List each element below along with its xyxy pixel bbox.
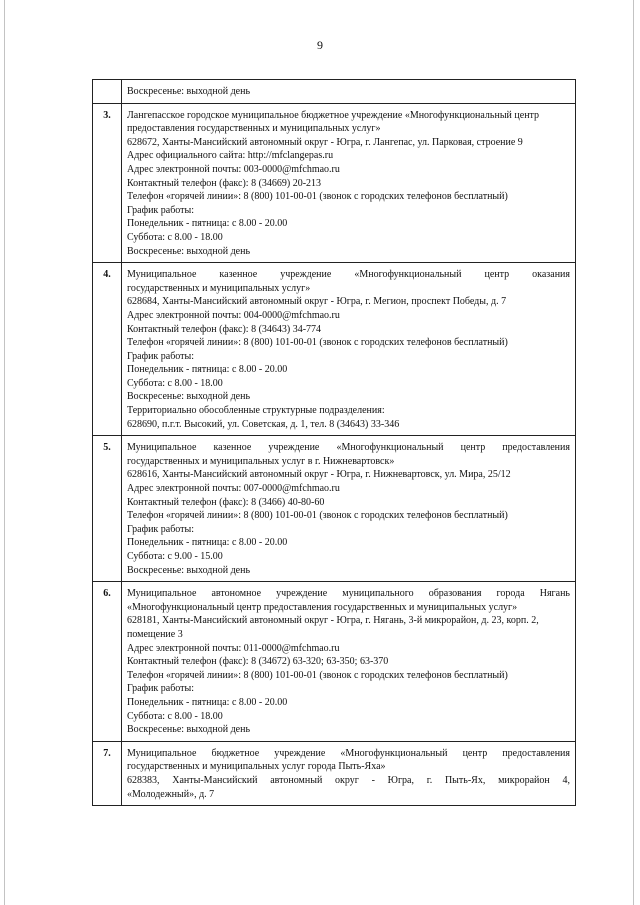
detail-line: Контактный телефон (факс): 8 (34672) 63-320; 63-350; 63-370 [127, 656, 389, 668]
detail-line: Суббота: с 9.00 - 15.00 [127, 551, 223, 562]
detail-line: Суббота: с 8.00 - 18.00 [127, 710, 223, 722]
row-number: 7. [93, 741, 122, 805]
detail-line: государственных и муниципальных услуг» [127, 282, 311, 294]
page-number: 9 [317, 38, 323, 52]
detail-line: Муниципальное казенное учреждение «Многофункциональный центр оказания [127, 269, 570, 281]
table-row [93, 103, 576, 263]
detail-line: Адрес электронной почты: 003-0000@mfchmao.ru [127, 163, 340, 175]
table-row [93, 741, 576, 805]
detail-line: государственных и муниципальных услуг в г. Нижневартовск» [127, 455, 395, 467]
detail-line: 628616, Ханты-Мансийский автономный округ - Югра, г. Нижневартовск, ул. Мира, 25/12 [127, 469, 511, 481]
table-row [93, 436, 576, 582]
detail-line: 628181, Ханты-Мансийский автономный округ - Югра, г. Нягань, 3-й микрорайон, д. 23, корп. 2, [127, 615, 539, 627]
detail-line: Воскресенье: выходной день [127, 86, 251, 97]
institutions-table [92, 79, 576, 806]
institution-details [122, 263, 576, 436]
detail-line: Контактный телефон (факс): 8 (34643) 34-774 [127, 323, 322, 335]
institution-details [122, 741, 576, 805]
detail-line: Суббота: с 8.00 - 18.00 [127, 377, 223, 389]
detail-line: График работы: [127, 523, 195, 535]
institution-details [122, 436, 576, 582]
scan-artifact-left [4, 0, 5, 905]
detail-line: Понедельник - пятница: с 8.00 - 20.00 [127, 218, 288, 230]
detail-line: Муниципальное бюджетное учреждение «Многофункциональный центр предоставления [127, 747, 570, 759]
detail-line: Адрес электронной почты: 004-0000@mfchmao.ru [127, 309, 340, 321]
detail-line: Телефон «горячей линии»: 8 (800) 101-00-01 (звонок с городских телефонов бесплатный) [127, 191, 508, 203]
scan-artifact-right [633, 0, 634, 905]
institution-details [122, 582, 576, 742]
detail-line: Лангепасское городское муниципальное бюджетное учреждение «Многофункциональный центр [127, 109, 540, 121]
detail-line: График работы: [127, 683, 195, 695]
detail-line: Телефон «горячей линии»: 8 (800) 101-00-01 (звонок с городских телефонов бесплатный) [127, 510, 508, 522]
detail-line: Контактный телефон (факс): 8 (34669) 20-213 [127, 177, 322, 189]
table-row [93, 582, 576, 742]
row-number: 4. [93, 263, 122, 436]
detail-line: Контактный телефон (факс): 8 (3466) 40-80-60 [127, 496, 325, 508]
detail-line: Воскресенье: выходной день [127, 391, 251, 403]
detail-line: «Молодежный», д. 7 [127, 788, 215, 800]
detail-line: Суббота: с 8.00 - 18.00 [127, 231, 223, 243]
detail-line: 628672, Ханты-Мансийский автономный округ - Югра, г. Лангепас, ул. Парковая, строение 9 [127, 136, 523, 148]
detail-line: Воскресенье: выходной день [127, 564, 251, 576]
detail-line: Телефон «горячей линии»: 8 (800) 101-00-01 (звонок с городских телефонов бесплатный) [127, 669, 508, 681]
institution-details [122, 103, 576, 263]
detail-line: 628383, Ханты-Мансийский автономный округ - Югра, г. Пыть-Ях, микрорайон 4, [127, 774, 570, 786]
detail-line: Понедельник - пятница: с 8.00 - 20.00 [127, 696, 288, 708]
detail-line: График работы: [127, 204, 195, 216]
table-row [93, 263, 576, 436]
detail-line: Воскресенье: выходной день [127, 724, 251, 736]
detail-line: Телефон «горячей линии»: 8 (800) 101-00-01 (звонок с городских телефонов бесплатный) [127, 337, 508, 349]
row-number [93, 80, 122, 104]
row-number: 6. [93, 582, 122, 742]
detail-line: Понедельник - пятница: с 8.00 - 20.00 [127, 364, 288, 376]
detail-line: 628684, Ханты-Мансийский автономный округ - Югра, г. Мегион, проспект Победы, д. 7 [127, 296, 507, 308]
detail-line: Адрес электронной почты: 011-0000@mfchmao.ru [127, 642, 340, 654]
detail-line: 628690, п.г.т. Высокий, ул. Советская, д. 1, тел. 8 (34643) 33-346 [127, 418, 400, 430]
detail-line: Воскресенье: выходной день [127, 245, 251, 257]
institution-details [122, 80, 576, 104]
detail-line: государственных и муниципальных услуг города Пыть-Яха» [127, 761, 386, 773]
detail-line: предоставления государственных и муниципальных услуг» [127, 123, 381, 135]
row-number: 3. [93, 103, 122, 263]
row-number: 5. [93, 436, 122, 582]
detail-line: Адрес электронной почты: 007-0000@mfchmao.ru [127, 483, 340, 495]
detail-line: Муниципальное автономное учреждение муниципального образования города Нягань [127, 588, 570, 600]
detail-line: помещение 3 [127, 628, 183, 640]
table-row [93, 80, 576, 104]
detail-line: Муниципальное казенное учреждение «Многофункциональный центр предоставления [127, 442, 570, 454]
detail-line: Адрес официального сайта: http://mfclangepas.ru [127, 150, 334, 162]
detail-line: График работы: [127, 350, 195, 362]
detail-line: «Многофункциональный центр предоставления государственных и муниципальных услуг» [127, 601, 518, 613]
detail-line: Понедельник - пятница: с 8.00 - 20.00 [127, 537, 288, 549]
detail-line: Территориально обособленные структурные подразделения: [127, 405, 385, 417]
